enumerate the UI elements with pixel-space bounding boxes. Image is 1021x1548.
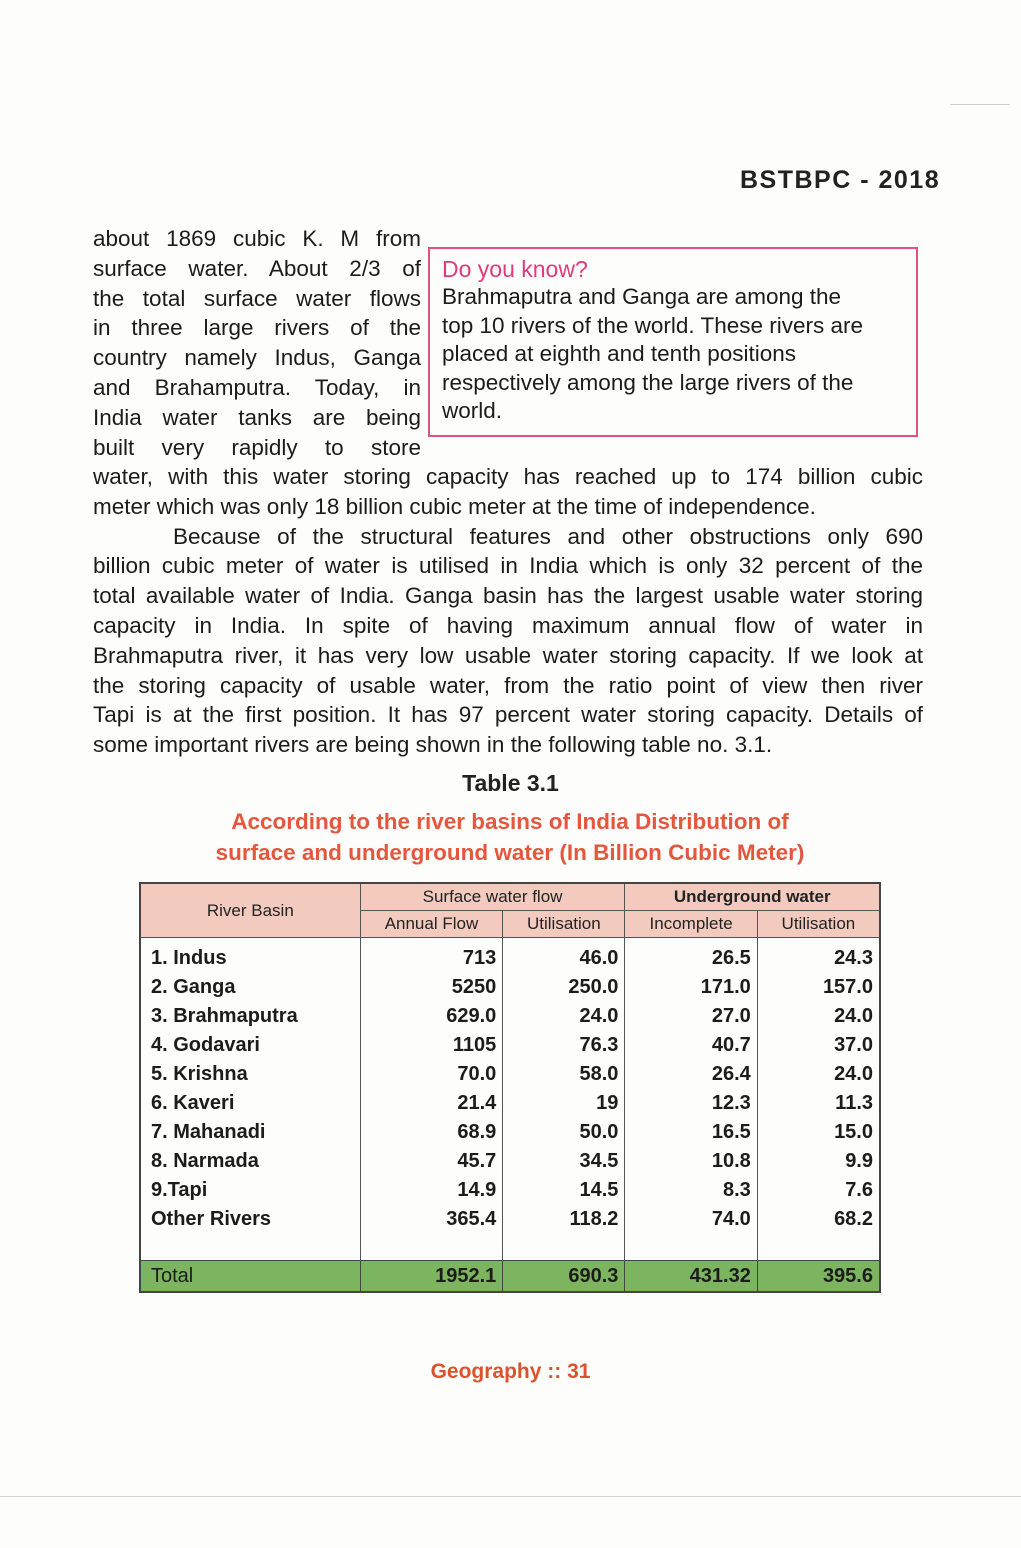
table-label: Table 3.1 (462, 770, 559, 796)
cell-underground-utilisation: 15.0 (757, 1118, 880, 1147)
cell-river: 7. Mahanadi (140, 1118, 360, 1147)
cell-surface-utilisation: 58.0 (503, 1060, 625, 1089)
table-row (140, 1118, 880, 1147)
cell-underground-utilisation: 24.0 (757, 1060, 880, 1089)
text-line: the storing capacity of usable water, from the ratio point of view then river (93, 672, 923, 698)
table-title-line: According to the river basins of India Distribution of (231, 809, 789, 834)
did-you-know-box (428, 247, 918, 437)
text-line: the total surface water flows (93, 285, 421, 311)
text-line: Because of the structural features and other obstructions only 690 (173, 523, 923, 549)
cell-incomplete: 8.3 (625, 1176, 757, 1205)
cell-total-incomplete: 431.32 (625, 1261, 757, 1293)
col-header-surface-utilisation: Utilisation (503, 911, 625, 938)
text-line: built very rapidly to store (93, 434, 421, 460)
cell-incomplete: 40.7 (625, 1031, 757, 1060)
table-spacer-row (140, 1234, 880, 1261)
cell-annual-flow: 70.0 (360, 1060, 503, 1089)
cell-surface-utilisation: 34.5 (503, 1147, 625, 1176)
cell-surface-utilisation: 14.5 (503, 1176, 625, 1205)
text-line: India water tanks are being (93, 404, 421, 430)
col-header-underground-utilisation: Utilisation (757, 911, 880, 938)
cell-river: 2. Ganga (140, 973, 360, 1002)
cell-river: 9.Tapi (140, 1176, 360, 1205)
cell-river: 3. Brahmaputra (140, 1002, 360, 1031)
table-row (140, 1176, 880, 1205)
text-line: respectively among the large rivers of the (442, 369, 854, 395)
col-group-surface: Surface water flow (360, 883, 625, 911)
cell-annual-flow: 713 (360, 938, 503, 974)
col-header-annual-flow: Annual Flow (360, 911, 503, 938)
text-line: about 1869 cubic K. M from (93, 226, 421, 251)
cell-underground-utilisation: 9.9 (757, 1147, 880, 1176)
page-footer: Geography :: 31 (430, 1360, 591, 1383)
text-line: Tapi is at the first position. It has 97 percent water storing capacity. Details of (93, 702, 923, 728)
text-line: meter which was only 18 billion cubic meter at the time of independence. (93, 493, 816, 519)
table-row (140, 1205, 880, 1234)
cell-surface-utilisation: 50.0 (503, 1118, 625, 1147)
cell-annual-flow: 21.4 (360, 1089, 503, 1118)
cell-incomplete: 10.8 (625, 1147, 757, 1176)
cell-surface-utilisation: 19 (503, 1089, 625, 1118)
text-line: some important rivers are being shown in the following table no. 3.1. (93, 732, 773, 758)
cell-total-underground-utilisation: 395.6 (757, 1261, 880, 1293)
cell-underground-utilisation: 7.6 (757, 1176, 880, 1205)
cell-incomplete: 16.5 (625, 1118, 757, 1147)
text-line: Brahmaputra and Ganga are among the (442, 284, 842, 309)
cell-river: 8. Narmada (140, 1147, 360, 1176)
text-line: in three large rivers of the (93, 315, 421, 341)
table-total-row (140, 1261, 880, 1293)
cell-incomplete: 26.5 (625, 938, 757, 974)
table-row (140, 1031, 880, 1060)
intro-paragraph (93, 224, 421, 462)
table-row (140, 1147, 880, 1176)
cell-river: 1. Indus (140, 938, 360, 974)
bottom-divider (0, 1496, 1021, 1497)
text-line: and Brahamputra. Today, in (93, 374, 421, 400)
text-line: billion cubic meter of water is utilised in India which is only 32 percent of the (93, 553, 923, 579)
cell-total-surface-utilisation: 690.3 (503, 1261, 625, 1293)
table-row (140, 938, 880, 974)
did-you-know-title: Do you know? (442, 256, 588, 282)
body-paragraph (93, 462, 923, 760)
col-header-incomplete: Incomplete (625, 911, 757, 938)
cell-underground-utilisation: 24.0 (757, 1002, 880, 1031)
table-row (140, 1060, 880, 1089)
table-row (140, 973, 880, 1002)
cell-incomplete: 26.4 (625, 1060, 757, 1089)
text-line: total available water of India. Ganga basin has the largest usable water storing (93, 583, 923, 609)
river-basin-table (139, 882, 881, 1293)
col-header-river-basin: River Basin (140, 883, 360, 938)
text-line: top 10 rivers of the world. These rivers are (442, 312, 864, 338)
header-code: BSTBPC - 2018 (740, 166, 941, 194)
cell-incomplete: 74.0 (625, 1205, 757, 1234)
table-title-line: surface and underground water (In Billion Cubic Meter) (215, 840, 805, 865)
cell-river: 5. Krishna (140, 1060, 360, 1089)
table-row (140, 1002, 880, 1031)
cell-incomplete: 171.0 (625, 973, 757, 1002)
col-group-underground: Underground water (625, 883, 880, 911)
cell-surface-utilisation: 24.0 (503, 1002, 625, 1031)
top-divider (950, 104, 1010, 105)
cell-underground-utilisation: 68.2 (757, 1205, 880, 1234)
did-you-know-text (442, 283, 906, 426)
cell-annual-flow: 629.0 (360, 1002, 503, 1031)
cell-underground-utilisation: 24.3 (757, 938, 880, 974)
table-row (140, 1089, 880, 1118)
text-line: country namely Indus, Ganga (93, 345, 421, 371)
cell-annual-flow: 365.4 (360, 1205, 503, 1234)
text-line: water, with this water storing capacity has reached up to 174 billion cubic (93, 464, 923, 489)
text-line: capacity in India. In spite of having maximum annual flow of water in (93, 612, 923, 638)
cell-annual-flow: 1105 (360, 1031, 503, 1060)
cell-surface-utilisation: 46.0 (503, 938, 625, 974)
cell-underground-utilisation: 11.3 (757, 1089, 880, 1118)
text-line: surface water. About 2/3 of (93, 255, 421, 281)
cell-annual-flow: 5250 (360, 973, 503, 1002)
cell-underground-utilisation: 37.0 (757, 1031, 880, 1060)
table-title (180, 806, 840, 868)
cell-underground-utilisation: 157.0 (757, 973, 880, 1002)
cell-annual-flow: 45.7 (360, 1147, 503, 1176)
cell-surface-utilisation: 118.2 (503, 1205, 625, 1234)
cell-total-label: Total (140, 1261, 360, 1293)
cell-incomplete: 12.3 (625, 1089, 757, 1118)
cell-river: Other Rivers (140, 1205, 360, 1234)
cell-annual-flow: 14.9 (360, 1176, 503, 1205)
cell-river: 4. Godavari (140, 1031, 360, 1060)
cell-annual-flow: 68.9 (360, 1118, 503, 1147)
cell-total-annual-flow: 1952.1 (360, 1261, 503, 1293)
cell-surface-utilisation: 76.3 (503, 1031, 625, 1060)
cell-incomplete: 27.0 (625, 1002, 757, 1031)
text-line: placed at eighth and tenth positions (442, 341, 797, 366)
text-line: Brahmaputra river, it has very low usable water storing capacity. If we look at (93, 642, 923, 668)
cell-surface-utilisation: 250.0 (503, 973, 625, 1002)
cell-river: 6. Kaveri (140, 1089, 360, 1118)
text-line: world. (442, 398, 503, 423)
